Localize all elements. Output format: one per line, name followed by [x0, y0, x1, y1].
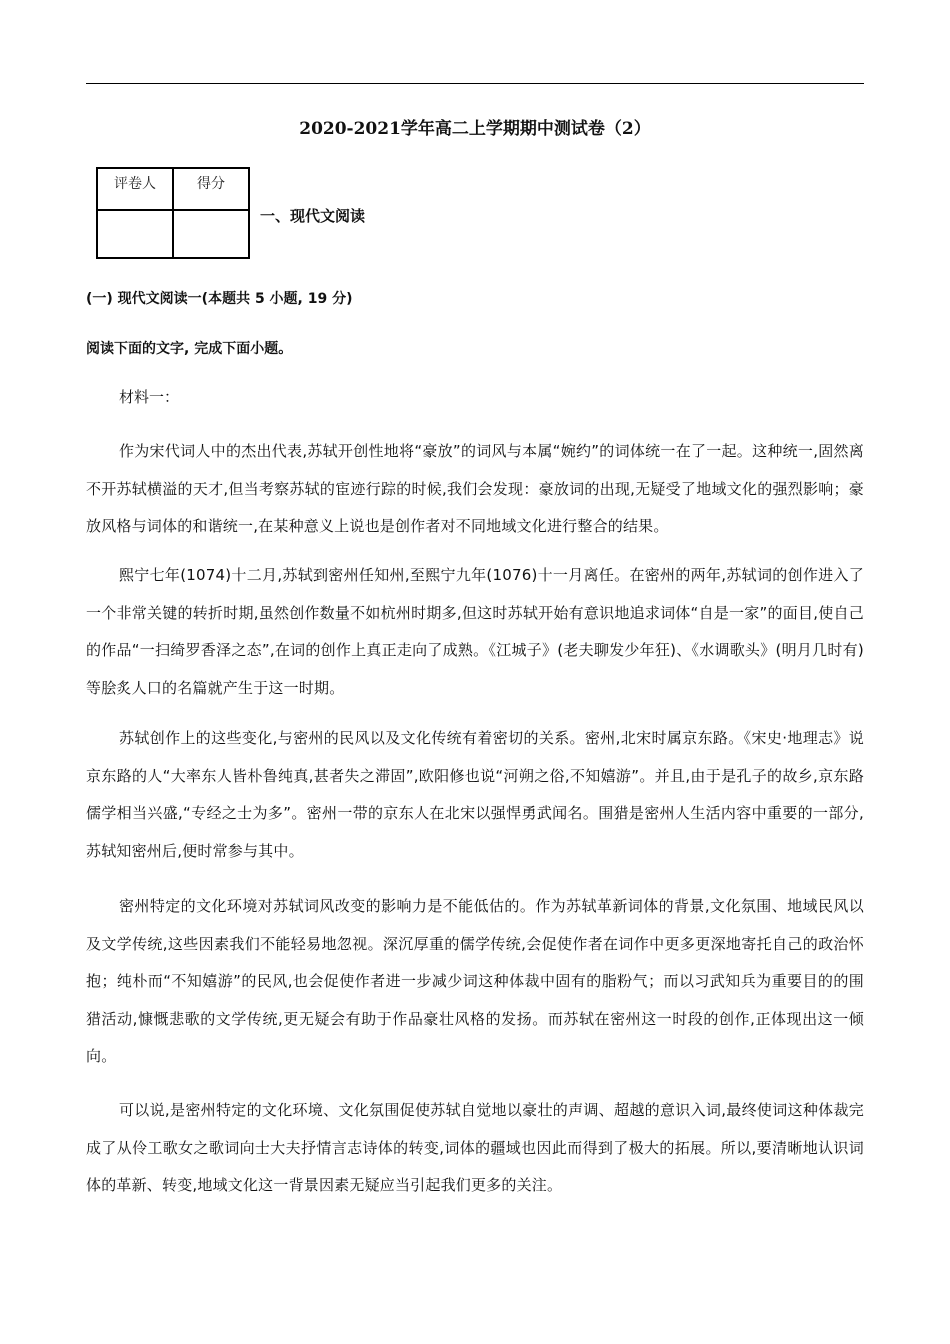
paragraph-5: 可以说,是密州特定的文化环境、文化氛围促使苏轼自觉地以豪壮的声调、超越的意识入词,最终使词这种体裁完成了从伶工歌女之歌词向士大夫抒情言志诗体的转变,词体的疆域也因此而得到了极大的拓展。所以,要清晰地认识词体的革新、转变,地域文化这一背景因素无疑应当引起我们更多的关注。	[86, 1101, 864, 1194]
sub-heading: (一) 现代文阅读一(本题共 5 小题, 19 分)	[86, 291, 353, 307]
paragraph-4: 密州特定的文化环境对苏轼词风改变的影响力是不能低估的。作为苏轼革新词体的背景,文化氛围、地域民风以及文学传统,这些因素我们不能轻易地忽视。深沉厚重的儒学传统,会促使作者在词作中更多更深地寄托自己的政治怀抱；纯朴而“不知嬉游”的民风,也会促使作者进一步减少词这种体裁中固有的脂粉气；而以习武知兵为重要目的的围猎活动,慷慨悲歌的文学传统,更无疑会有助于作品豪壮风格的发扬。而苏轼在密州这一时段的创作,正体现出这一倾向。	[86, 897, 864, 1065]
grader-header: 评卷人	[97, 168, 173, 210]
instruction: 阅读下面的文字, 完成下面小题。	[86, 341, 293, 357]
score-table	[96, 167, 250, 259]
page-title: 2020-2021学年高二上学期期中测试卷（2）	[299, 119, 651, 139]
paragraph-1: 作为宋代词人中的杰出代表,苏轼开创性地将“豪放”的词风与本属“婉约”的词体统一在了一起。这种统一,固然离不开苏轼横溢的天才,但当考察苏轼的宦迹行踪的时候,我们会发现：豪放词的出现,无疑受了地域文化的强烈影响；豪放风格与词体的和谐统一,在某种意义上说也是创作者对不同地域文化进行整合的结果。	[86, 442, 864, 535]
section-heading: 一、现代文阅读	[260, 207, 366, 225]
grader-cell	[97, 210, 173, 258]
header-rule	[86, 83, 864, 84]
paragraph-2: 熙宁七年(1074)十二月,苏轼到密州任知州,至熙宁九年(1076)十一月离任。在密州的两年,苏轼词的创作进入了一个非常关键的转折时期,虽然创作数量不如杭州时期多,但这时苏轼开始有意识地追求词体“自是一家”的面目,使自己的作品“一扫绮罗香泽之态”,在词的创作上真正走向了成熟。《江城子》(老夫聊发少年狂)、《水调歌头》(明月几时有)等脍炙人口的名篇就产生于这一时期。	[86, 566, 864, 697]
material-label: 材料一：	[119, 388, 180, 406]
paragraph-3: 苏轼创作上的这些变化,与密州的民风以及文化传统有着密切的关系。密州,北宋时属京东路。《宋史·地理志》说京东路的人“大率东人皆朴鲁纯真,甚者失之滞固”,欧阳修也说“河朔之俗,不知嬉游”。并且,由于是孔子的故乡,京东路儒学相当兴盛,“专经之士为多”。密州一带的京东人在北宋以强悍勇武闻名。围猎是密州人生活内容中重要的一部分,苏轼知密州后,便时常参与其中。	[86, 729, 864, 860]
score-cell	[173, 210, 249, 258]
score-header: 得分	[173, 168, 249, 210]
